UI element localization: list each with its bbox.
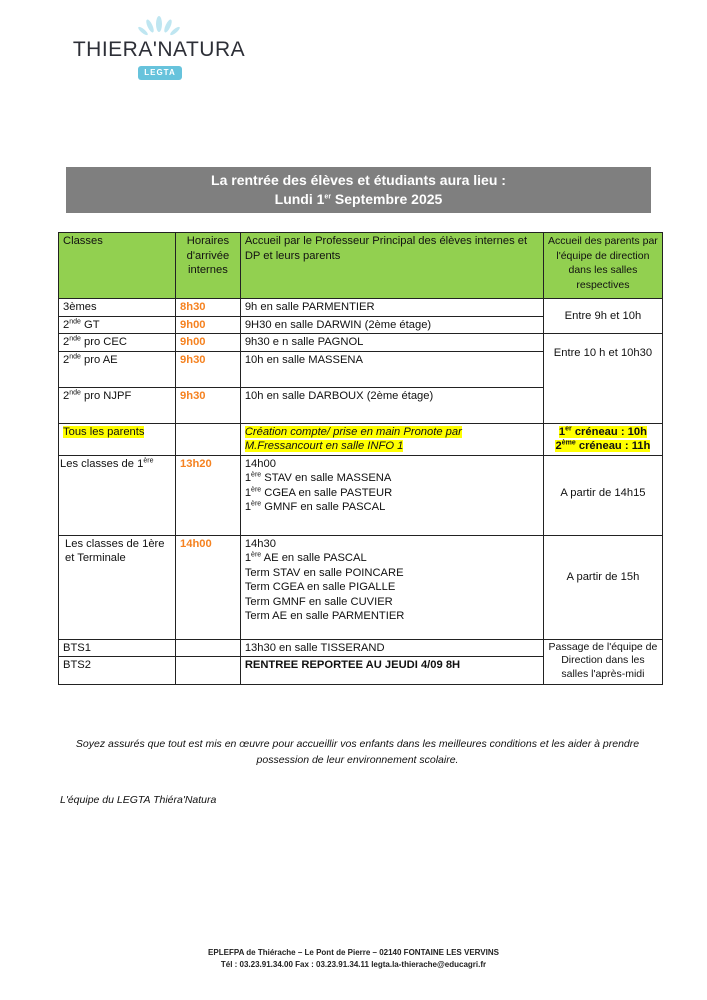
header-accueil-parents: Accueil des parents par l'équipe de direction dans les salles respectives [543, 233, 662, 299]
row-class: 3èmes [59, 299, 176, 317]
row-room: 14h00 1ère STAV en salle MASSENA 1ère CGEA en salle PASTEUR 1ère GMNF en salle PASCAL [240, 455, 543, 535]
table-row [59, 455, 663, 535]
row-time: 9h30 [176, 387, 241, 423]
table-row [59, 639, 663, 657]
parents-window-4: A partir de 15h [543, 535, 662, 639]
banner-line2: Lundi 1er Septembre 2025 [274, 191, 443, 207]
row-class: Tous les parents [59, 423, 176, 455]
row-room: 13h30 en salle TISSERAND [240, 639, 543, 657]
row-class: Les classes de 1ère et Terminale [59, 535, 176, 639]
row-time: 9h30 [176, 351, 241, 387]
row-class: 2nde pro CEC [59, 334, 176, 352]
header-horaires: Horaires d'arrivée internes [176, 233, 241, 299]
banner-line1: La rentrée des élèves et étudiants aura lieu : [211, 172, 506, 188]
row-time [176, 423, 241, 455]
row-room: 9h en salle PARMENTIER [240, 299, 543, 317]
row-time [176, 657, 241, 685]
header-classes: Classes [59, 233, 176, 299]
row-time: 13h20 [176, 455, 241, 535]
row-class: Les classes de 1ère [59, 455, 176, 535]
table-header-row [59, 233, 663, 299]
parents-window-5: Passage de l'équipe de Direction dans les salles l'après-midi [543, 639, 662, 685]
parents-window-1: Entre 9h et 10h [543, 299, 662, 334]
row-class: 2nde pro NJPF [59, 387, 176, 423]
row-time: 14h00 [176, 535, 241, 639]
closing-message: Soyez assurés que tout est mis en œuvre pour accueillir vos enfants dans les meilleures conditions et les aider à prendre possession de leur environnement scolaire. [75, 738, 640, 766]
schedule-table [58, 232, 663, 685]
row-time [176, 639, 241, 657]
table-row-parents [59, 423, 663, 455]
announcement-banner [66, 167, 651, 213]
row-time: 9h00 [176, 334, 241, 352]
row-room: 14h30 1ère AE en salle PASCAL Term STAV en salle POINCARE Term CGEA en salle PIGALLE Term GMNF en salle CUVIER Term AE en salle PARMENTIER [240, 535, 543, 639]
row-room: 10h en salle MASSENA [240, 351, 543, 387]
row-class: BTS2 [59, 657, 176, 685]
row-room: 10h en salle DARBOUX (2ème étage) [240, 387, 543, 423]
signature: L'équipe du LEGTA Thiéra'Natura [60, 794, 217, 806]
row-time: 8h30 [176, 299, 241, 317]
row-time: 9h00 [176, 316, 241, 334]
row-room: Création compte/ prise en main Pronote par M.Fressancourt en salle INFO 1 [240, 423, 543, 455]
row-class: 2nde pro AE [59, 351, 176, 387]
row-class: 2nde GT [59, 316, 176, 334]
table-row [59, 299, 663, 317]
header-accueil-pp: Accueil par le Professeur Principal des élèves internes et DP et leurs parents [240, 233, 543, 299]
school-logo [64, 16, 254, 82]
parents-window-2: Entre 10 h et 10h30 [543, 334, 662, 424]
footer-address: EPLEFPA de Thiérache – Le Pont de Pierre – 02140 FONTAINE LES VERVINS Tél : 03.23.91.34.00 Fax : 03.23.91.34.11 legta.la-thierache@educagri.fr [208, 948, 499, 969]
row-class: BTS1 [59, 639, 176, 657]
row-room: 9H30 en salle DARWIN (2ème étage) [240, 316, 543, 334]
pronote-slots: 1er créneau : 10h 2ème créneau : 11h [543, 423, 662, 455]
logo-badge: LEGTA [138, 66, 182, 80]
logo-name: THIERA'NATURA [72, 38, 246, 61]
table-row [59, 334, 663, 352]
parents-window-3: A partir de 14h15 [543, 455, 662, 535]
table-row [59, 535, 663, 639]
row-room: 9h30 e n salle PAGNOL [240, 334, 543, 352]
row-room: RENTREE REPORTEE AU JEUDI 4/09 8H [240, 657, 543, 685]
